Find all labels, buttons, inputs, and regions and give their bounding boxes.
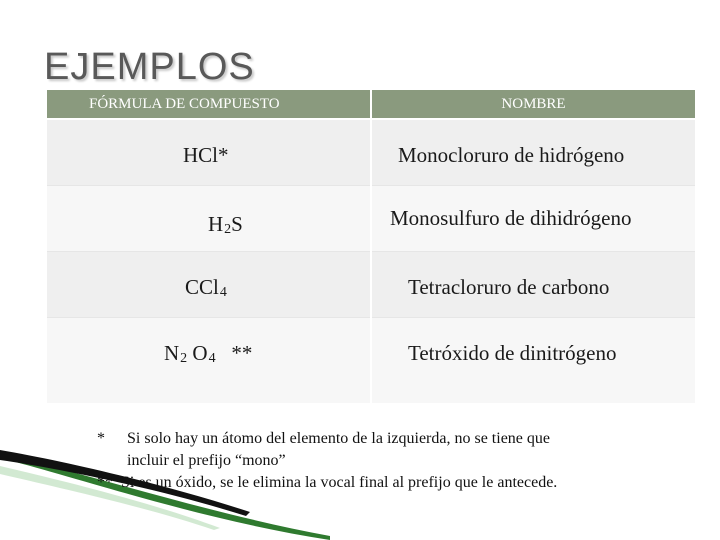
formula-subscript: 4 xyxy=(219,285,227,300)
footnote-mark: ** xyxy=(97,474,113,491)
formula-cell xyxy=(47,317,371,403)
formula-cell xyxy=(47,185,371,251)
footnote-continuation xyxy=(97,450,697,472)
header-name: NOMBRE xyxy=(371,90,695,119)
footnotes xyxy=(97,428,697,494)
formula-subscript: 4 xyxy=(208,351,216,367)
table-row xyxy=(47,251,695,317)
name-cell xyxy=(371,251,695,317)
footnote-text: incluir el prefijo “mono” xyxy=(127,452,286,469)
formula-element: S xyxy=(231,211,243,236)
name-cell xyxy=(371,119,695,185)
formula-cell xyxy=(47,119,371,185)
formula-element: H xyxy=(208,211,224,236)
formula-footnote-mark: ** xyxy=(215,340,253,365)
footnote-mark: * xyxy=(97,430,105,447)
table-row xyxy=(47,119,695,185)
compound-name: Monocloruro de hidrógeno xyxy=(398,142,625,167)
footnote xyxy=(97,472,697,494)
table-row xyxy=(47,317,695,403)
footnote-text: Si solo hay un átomo del elemento de la izquierda, no se tiene que xyxy=(127,430,550,447)
formula-element: O xyxy=(187,340,208,365)
compound-name: Monosulfuro de dihidrógeno xyxy=(390,205,632,230)
name-cell xyxy=(371,185,695,251)
formula-subscript: 2 xyxy=(224,222,232,237)
compound-name: Tetróxido de dinitrógeno xyxy=(408,340,617,365)
formula-cell xyxy=(47,251,371,317)
formula-element: CCl xyxy=(185,274,219,299)
footnote xyxy=(97,428,697,450)
page-title: EJEMPLOS xyxy=(44,46,255,88)
compound-name: Tetracloruro de carbono xyxy=(408,274,610,299)
table-row xyxy=(47,185,695,251)
formula-text: HCl* xyxy=(183,142,229,167)
examples-table xyxy=(47,90,695,403)
formula-subscript: 2 xyxy=(180,351,188,367)
footnote-text: Si es un óxido, se le elimina la vocal final al prefijo que le antecede. xyxy=(121,474,558,491)
formula-element: N xyxy=(164,340,180,365)
name-cell xyxy=(371,317,695,403)
table-header-row xyxy=(47,90,695,119)
header-formula: FÓRMULA DE COMPUESTO xyxy=(47,90,371,119)
